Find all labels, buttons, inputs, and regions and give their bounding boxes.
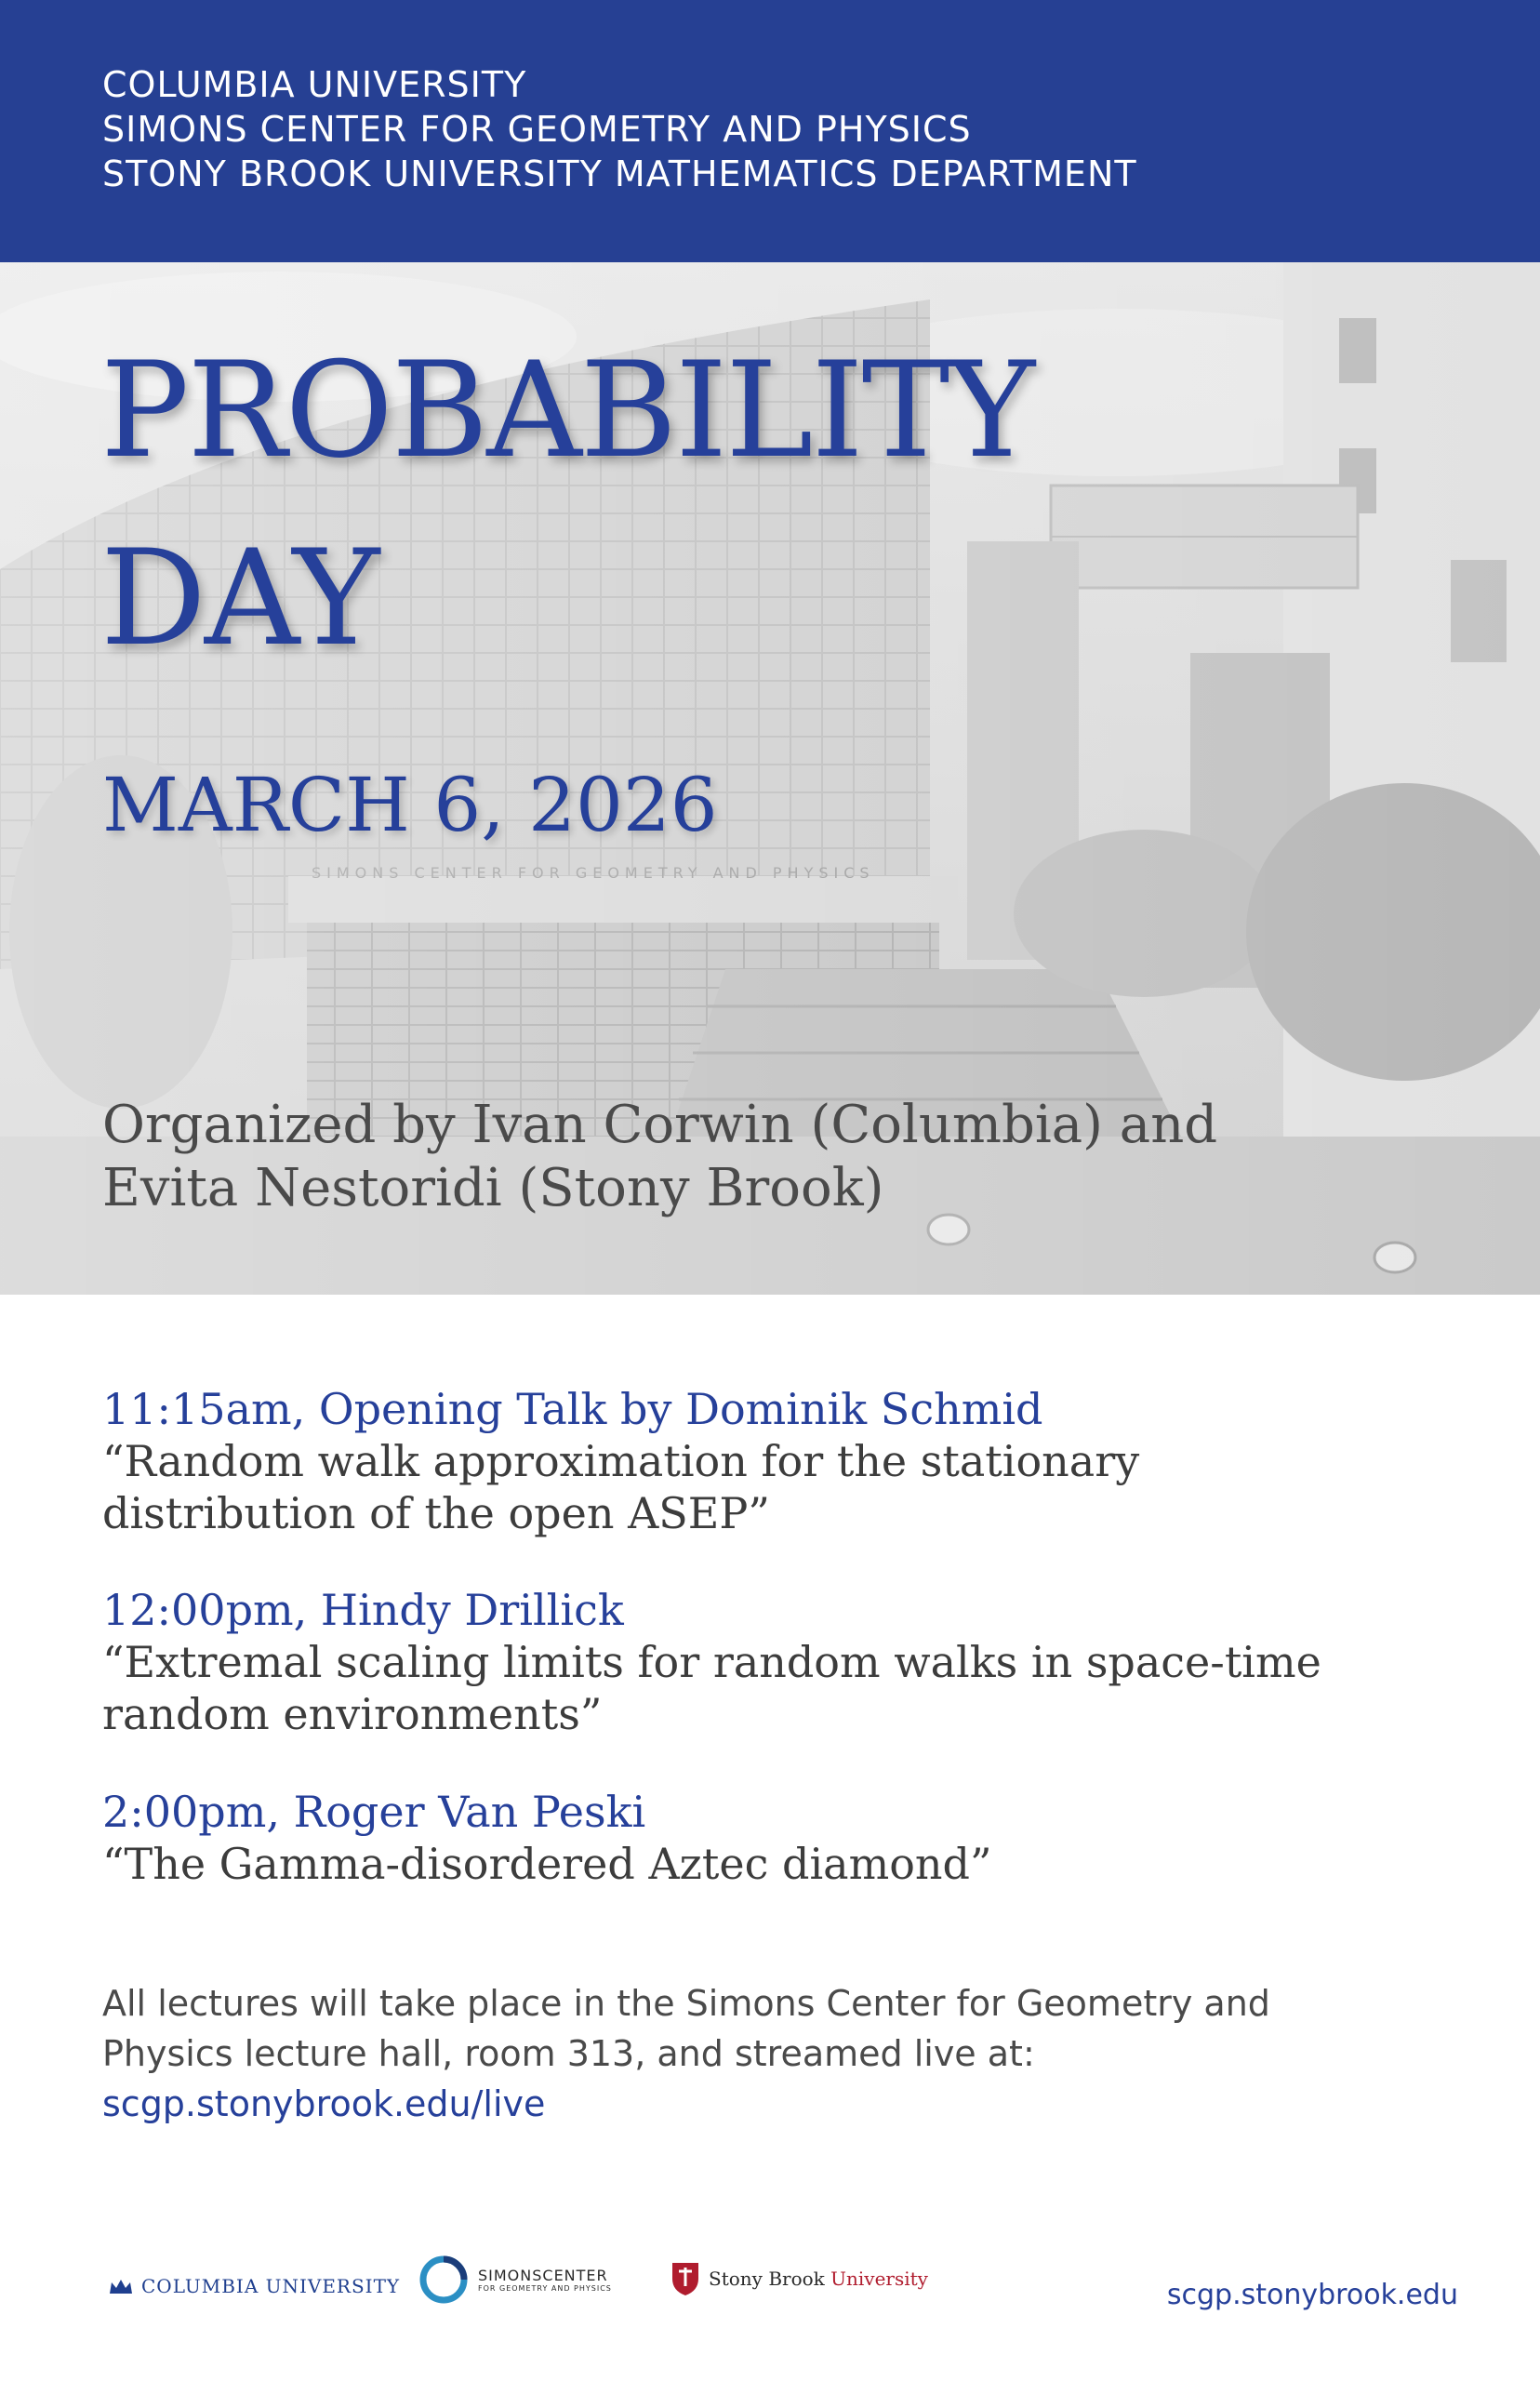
event-title-line2: DAY xyxy=(100,522,378,675)
columbia-logo xyxy=(108,2275,400,2297)
header-line-stony-brook: STONY BROOK UNIVERSITY MATHEMATICS DEPARTMENT xyxy=(102,153,1137,194)
talk-2 xyxy=(102,1584,1386,1740)
talk-3 xyxy=(102,1786,1386,1890)
simons-logo-text: SIMONSCENTER xyxy=(478,2267,608,2284)
event-date: MARCH 6, 2026 xyxy=(102,762,718,848)
stony-brook-logo xyxy=(670,2260,928,2297)
talk-title: “Random walk approximation for the stationary distribution of the open ASEP” xyxy=(102,1436,1140,1538)
header-line-columbia: COLUMBIA UNIVERSITY xyxy=(102,64,527,105)
header-line-simons: SIMONS CENTER FOR GEOMETRY AND PHYSICS xyxy=(102,109,972,150)
columbia-logo-text: COLUMBIA UNIVERSITY xyxy=(141,2275,401,2297)
simons-center-logo xyxy=(418,2255,612,2305)
talk-time: 11:15am, Opening Talk by Dominik Schmid xyxy=(102,1384,1043,1434)
organizers: Organized by Ivan Corwin (Columbia) and Evita Nestoridi (Stony Brook) xyxy=(102,1095,1218,1218)
talk-title: “Extremal scaling limits for random walks in space-time random environments” xyxy=(102,1637,1321,1739)
footer xyxy=(0,2251,1540,2334)
venue-info xyxy=(102,1978,1404,2129)
talk-title: “The Gamma-disordered Aztec diamond” xyxy=(102,1839,992,1889)
talk-time: 12:00pm, Hindy Drillick xyxy=(102,1585,624,1635)
sbu-logo-text-b: University xyxy=(830,2268,928,2290)
shield-icon xyxy=(670,2260,701,2297)
simons-logo-subtext: FOR GEOMETRY AND PHYSICS xyxy=(478,2284,612,2293)
footer-url-link[interactable]: scgp.stonybrook.edu xyxy=(1166,2279,1458,2311)
sbu-logo-text-a: Stony Brook xyxy=(709,2268,825,2290)
livestream-link[interactable]: scgp.stonybrook.edu/live xyxy=(102,2083,546,2124)
crown-icon xyxy=(108,2277,134,2295)
talk-1 xyxy=(102,1383,1386,1539)
venue-text: All lectures will take place in the Simons Center for Geometry and Physics lecture hall, room 313, and streamed live at: xyxy=(102,1983,1270,2074)
header-band xyxy=(0,0,1540,262)
talk-time: 2:00pm, Roger Van Peski xyxy=(102,1787,646,1837)
simons-swirl-icon xyxy=(418,2255,469,2305)
event-title-line1: PROBABILITY xyxy=(100,334,1034,487)
